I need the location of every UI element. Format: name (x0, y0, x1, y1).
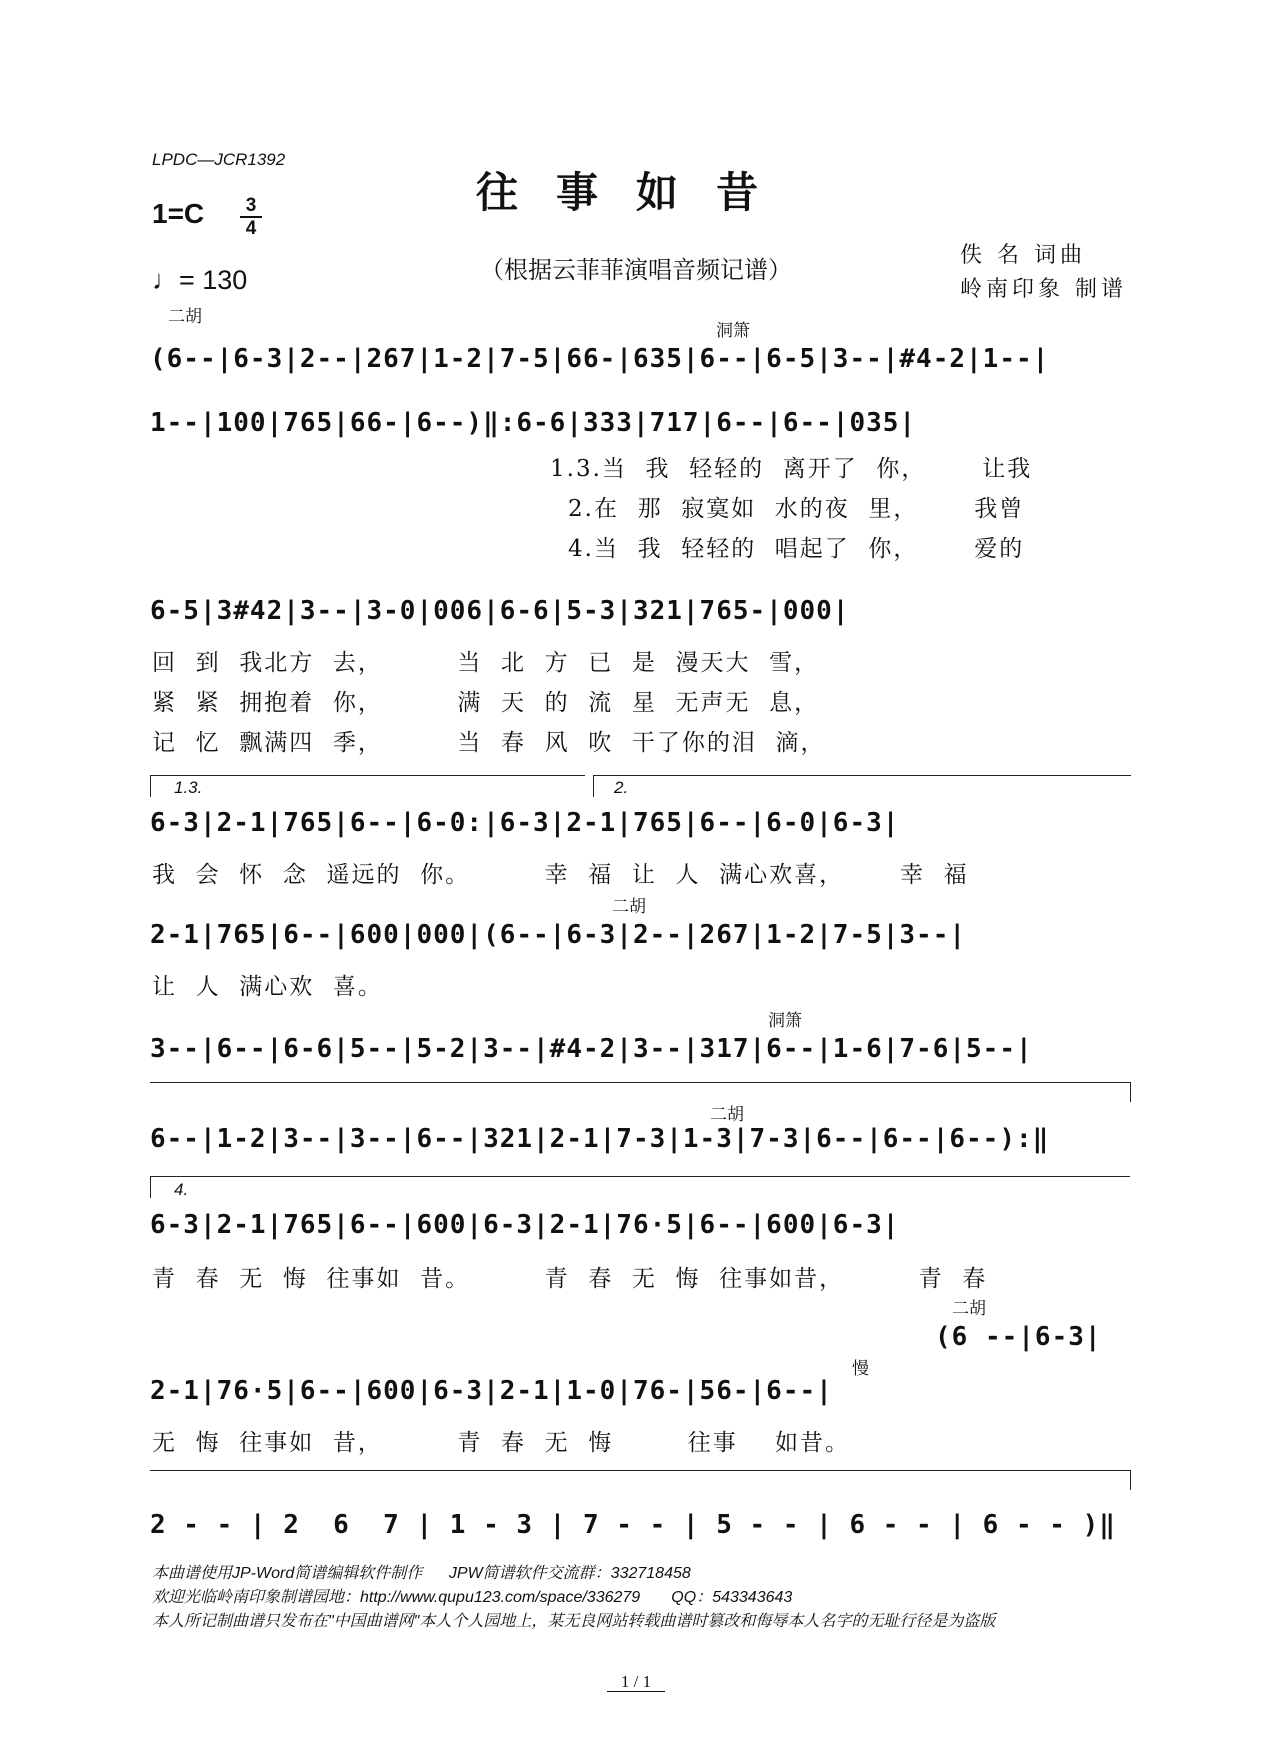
lyric-row-3-verse-1: 回 到 我北方 去， 当 北 方 已 是 漫天大 雪， (152, 650, 820, 676)
time-bottom: 4 (245, 218, 257, 239)
footer-line-1: 本曲谱使用JP-Word简谱编辑软件制作 JPW简谱软件交流群：332718458 (152, 1565, 691, 1582)
lyric-row-2-verse-1: 1.3.当 我 轻轻的 离开了 你， 让我 (550, 456, 1033, 482)
lyric-row-3-verse-3: 记 忆 飘满四 季， 当 春 风 吹 干了你的泪 滴， (152, 730, 826, 756)
slow-mark: 慢 (852, 1359, 869, 1378)
notation-row-4: 6-3|2-1|765|6--|6-0:|6-3|2-1|765|6--|6-0|6-3| (150, 808, 900, 838)
tempo-mark: ♩= 130 (152, 265, 248, 295)
final-volta-line (150, 1470, 1130, 1471)
notation-row-2: 1--|100|765|66-|6--)‖:6-6|333|717|6--|6--|035| (150, 408, 917, 438)
volta-2-line (593, 775, 1131, 776)
notation-row-8: 6-3|2-1|765|6--|600|6-3|2-1|76·5|6--|600|6-3| (150, 1210, 900, 1240)
volta-4-line (150, 1176, 1130, 1177)
volta-4-label: 4. (174, 1180, 189, 1199)
volta-1-3-line (150, 775, 585, 776)
credit-lyrics: 佚 名 词曲 (960, 243, 1086, 268)
notation-row-9: 2-1|76·5|6--|600|6-3|2-1|1-0|76-|56-|6--| (150, 1376, 833, 1406)
notation-row-1: (6--|6-3|2--|267|1-2|7-5|66-|635|6--|6-5|3--|#4-2|1--| (150, 344, 1050, 374)
footer-line-2: 欢迎光临岭南印象制谱园地：http://www.qupu123.com/space/336279 QQ：543343643 (152, 1589, 793, 1606)
notation-row-7: 6--|1-2|3--|3--|6--|321|2-1|7-3|1-3|7-3|6--|6--|6--):‖ (150, 1124, 1050, 1154)
erhu-label-2: 二胡 (612, 897, 646, 916)
repeat-volta-line (150, 1082, 1130, 1083)
credit-score: 岭南印象 制谱 (960, 277, 1127, 302)
erhu-label: 二胡 (168, 307, 202, 326)
footer-line-3: 本人所记制曲谱只发布在"中国曲谱网"本人个人园地上，某无良网站转载曲谱时篡改和侮辱本人名字的无耻行径是为盗版 (152, 1613, 996, 1630)
time-top: 3 (245, 195, 257, 216)
subtitle: （根据云菲菲演唱音频记谱） (480, 256, 792, 284)
key-signature: 1=C (152, 198, 205, 229)
erhu-label-3: 二胡 (710, 1105, 744, 1124)
page-title: 往事如昔 (475, 168, 796, 217)
repeat-volta-end (1130, 1082, 1131, 1102)
lyric-row-9: 无 悔 往事如 昔， 青 春 无 悔 往事 如昔。 (152, 1430, 850, 1456)
lyric-row-3-verse-2: 紧 紧 拥抱着 你， 满 天 的 流 星 无声无 息， (152, 690, 820, 716)
notation-row-10: 2 - - | 2 6 7 | 1 - 3 | 7 - - | 5 - - | 6 - - | 6 - - )‖ (150, 1510, 1116, 1540)
volta-1-3-label: 1.3. (174, 778, 203, 797)
erhu-label-4: 二胡 (952, 1299, 986, 1318)
notation-row-6: 3--|6--|6-6|5--|5-2|3--|#4-2|3--|317|6--|1-6|7-6|5--| (150, 1034, 1033, 1064)
dongxiao-label-2: 洞箫 (768, 1011, 802, 1030)
dongxiao-label: 洞箫 (716, 321, 750, 340)
page-number (0, 1672, 1272, 1692)
notation-row-5: 2-1|765|6--|600|000|(6--|6-3|2--|267|1-2|7-5|3--| (150, 920, 967, 950)
time-signature (240, 196, 262, 238)
end-intro-notes: (6 --|6-3| (935, 1322, 1102, 1352)
volta-2-label: 2. (614, 778, 629, 797)
lyric-row-5: 让 人 满心欢 喜。 (152, 974, 383, 1000)
lyric-row-2-verse-3: 4.当 我 轻轻的 唱起了 你， 爱的 (568, 536, 1025, 562)
page-number-text: 1 / 1 (607, 1672, 665, 1692)
lyric-row-8: 青 春 无 悔 往事如 昔。 青 春 无 悔 往事如昔， 青 春 (152, 1266, 988, 1292)
score-code: LPDC—JCR1392 (152, 150, 286, 169)
lyric-row-4: 我 会 怀 念 遥远的 你。 幸 福 让 人 满心欢喜， 幸 福 (152, 862, 969, 888)
notation-row-3: 6-5|3#42|3--|3-0|006|6-6|5-3|321|765-|000| (150, 596, 850, 626)
lyric-row-2-verse-2: 2.在 那 寂寞如 水的夜 里， 我曾 (568, 496, 1025, 522)
volta-4-start (150, 1176, 151, 1198)
volta-2-start (593, 775, 594, 797)
volta-1-3-start (150, 775, 151, 797)
final-volta-end (1130, 1470, 1131, 1490)
